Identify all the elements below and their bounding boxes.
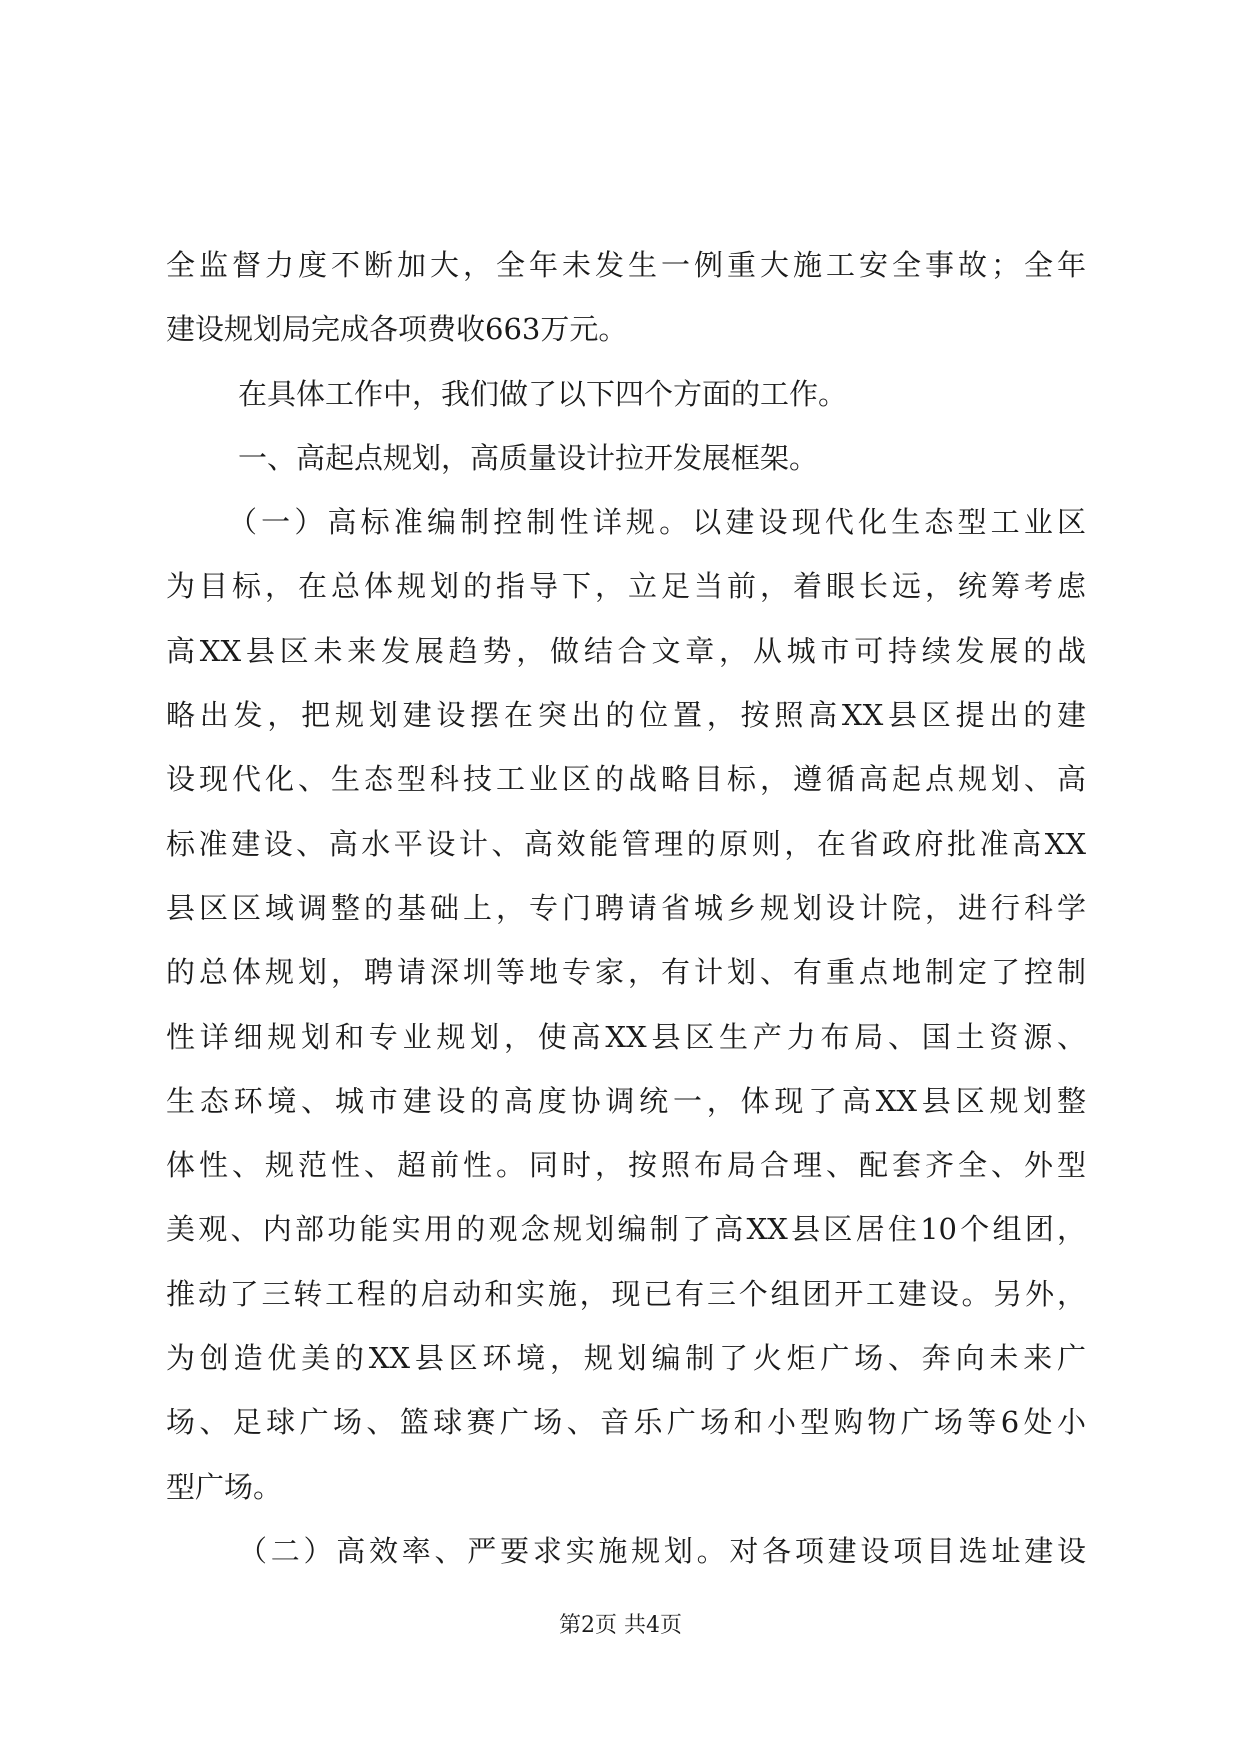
document-body [166,233,1086,1583]
text-line: 美观、内部功能实用的观念规划编制了高XX县区居住10个组团， [166,1212,1086,1247]
text-line: 在具体工作中，我们做了以下四个方面的工作。 [238,376,848,411]
text-line: 生态环境、城市建设的高度协调统一，体现了高XX县区规划整 [166,1083,1086,1118]
text-line: 标准建设、高水平设计、高效能管理的原则，在省政府批准高XX [166,826,1086,861]
page-footer [0,1608,1241,1639]
subsection-heading-line: （一）高标准编制控制性详规。以建设现代化生态型工业区 [228,505,1086,540]
text-line: 推动了三转工程的启动和实施，现已有三个组团开工建设。另外， [166,1276,1086,1311]
text-line: 体性、规范性、超前性。同时，按照布局合理、配套齐全、外型 [166,1148,1086,1183]
text-line: 高XX县区未来发展趋势，做结合文章，从城市可持续发展的战 [166,633,1086,668]
text-line: 为目标，在总体规划的指导下，立足当前，着眼长远，统筹考虑 [166,569,1086,604]
subsection-heading-line: （二）高效率、严要求实施规划。对各项建设项目选址建设 [238,1533,1086,1568]
text-line: 略出发，把规划建设摆在突出的位置，按照高XX县区提出的建 [166,698,1086,733]
text-line: 型广场。 [166,1469,283,1504]
text-line: 性详细规划和专业规划，使高XX县区生产力布局、国土资源、 [166,1019,1086,1054]
text-line: 设现代化、生态型科技工业区的战略目标，遵循高起点规划、高 [166,762,1086,797]
section-heading: 一、高起点规划，高质量设计拉开发展框架。 [238,440,819,475]
text-line: 建设规划局完成各项费收663万元。 [166,312,628,347]
page-number: 第2页 共4页 [559,1613,682,1638]
text-line: 全监督力度不断加大，全年未发生一例重大施工安全事故；全年 [166,248,1086,282]
text-line: 的总体规划，聘请深圳等地专家，有计划、有重点地制定了控制 [166,955,1086,990]
text-line: 县区区域调整的基础上，专门聘请省城乡规划设计院，进行科学 [166,890,1086,925]
text-line: 为创造优美的XX县区环境，规划编制了火炬广场、奔向未来广 [166,1341,1086,1376]
text-line: 场、足球广场、篮球赛广场、音乐广场和小型购物广场等6处小 [166,1405,1086,1440]
